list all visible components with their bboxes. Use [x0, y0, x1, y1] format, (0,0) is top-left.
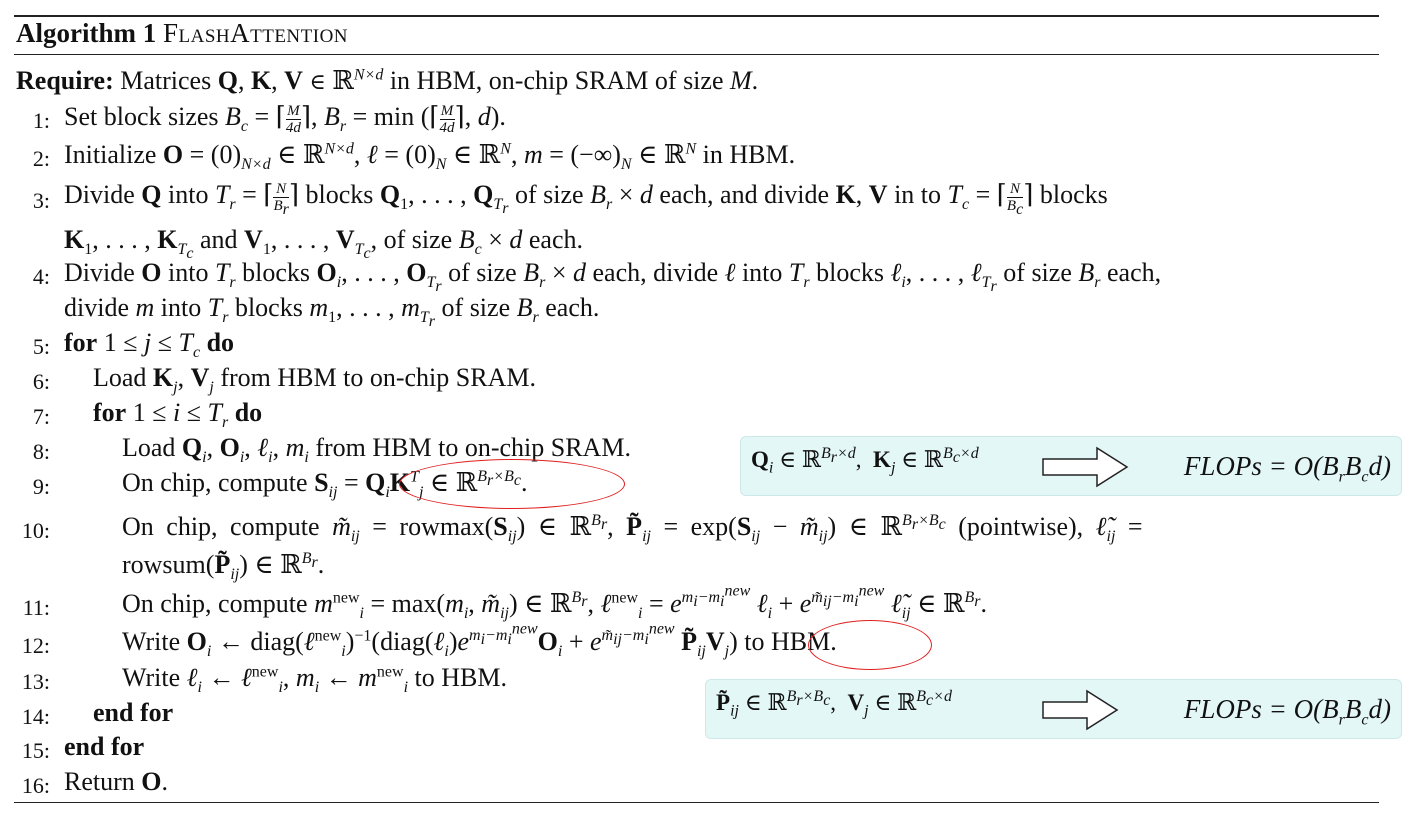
step-number: 4: — [32, 264, 50, 289]
right-arrow-icon — [1041, 445, 1131, 489]
step-number: 16: — [21, 773, 50, 798]
flops-callout-qk — [740, 436, 1402, 496]
flops-callout-pv — [705, 679, 1402, 739]
step-6: Load $K_j$, $V_j$ from HBM to on-chip SRAM. — [93, 363, 536, 397]
bottom-rule — [14, 802, 1379, 803]
step-number: 14: — [21, 704, 50, 729]
callout-lhs: $Q_i$ ∈ ℝ$^{B_r\times d}$, $K_j$ ∈ ℝ$^{B_c\times d}$ — [751, 445, 979, 477]
highlight-ellipse-pv — [808, 620, 932, 670]
step-5: for $1 \le j \le T_c$ do — [64, 328, 235, 362]
require-line: Require: Matrices Q, K, V ∈ ℝ$^{N\times d}$ in HBM, on-chip SRAM of size M. — [16, 66, 759, 95]
step-8: Load $Q_i$, $O_i$, ℓ$_i$, $m_i$ from HBM to on-chip SRAM. — [122, 433, 631, 467]
step-number: 9: — [32, 474, 50, 499]
step-number: 15: — [21, 738, 50, 763]
step-1: Set block sizes $B_c$ = ⌈ $\frac{M}{4d}$ ⌉, $B_r = \min$ (⌈ $\frac{M}{4d}$ ⌉, d). — [64, 102, 506, 136]
callout-flops: FLOPs = $O(B_rB_cd)$ — [1183, 694, 1391, 729]
step-number: 3: — [32, 188, 50, 213]
step-number: 13: — [21, 669, 50, 694]
step-10a: On chip, compute $m̃_{ij} = rowmax(S_{ij})$ ∈ ℝ$^{B_r}$, $P̃_{ij} = \exp(S_{ij}$ − $m̃_{ij}$) ∈ ℝ$^{B_r\times B_c}$ (pointwise), $\ell̃_{ij}$ = — [122, 512, 1143, 546]
step-9: On chip, compute $S_{ij} = Q_iK^T_j$ ∈ ℝ$^{B_r\times B_c}$. — [122, 468, 528, 502]
step-number: 7: — [32, 404, 50, 429]
right-arrow-icon — [1041, 688, 1131, 732]
require-label: Require: — [16, 66, 114, 95]
callout-flops: FLOPs = $O(B_rB_cd)$ — [1183, 451, 1391, 486]
step-number: 11: — [22, 595, 50, 620]
algorithm-name: FlashAttention — [162, 18, 349, 48]
top-rule — [14, 15, 1379, 17]
step-number: 10: — [21, 518, 50, 543]
step-2: Initialize $O = (0)_{N\times d}$ ∈ ℝ$^{N\times d}$, ℓ = $(0)_N$ ∈ ℝ$^N$, $m = (-\infty)_N$ ∈ ℝ$^N$ in HBM. — [64, 140, 796, 174]
step-number: 5: — [32, 334, 50, 359]
step-3b: $K_1$, . . . , $K_{T_c}$ and $V_1$, . . . , $V_{T_c}$, of size $B_c \times d$ each. — [64, 225, 583, 263]
step-number: 12: — [21, 633, 50, 658]
step-10b: $rowsum(P̃_{ij})$ ∈ ℝ$^{B_r}$. — [122, 550, 325, 584]
step-12: Write $O_i$ ← $diag(\ell^{new}_i)^{-1}(diag(\ell_i)e^{m_i-m_i^{new}}O_i + e^{m̃_{ij}-m_i^{new}}$ $P̃_{ij}V_j$) to HBM. — [122, 621, 837, 661]
step-14: end for — [93, 698, 174, 727]
title-rule — [14, 54, 1379, 55]
step-number: 8: — [32, 439, 50, 464]
callout-lhs: $P̃_{ij}$ ∈ ℝ$^{B_r\times B_c}$, $V_j$ ∈ ℝ$^{B_c\times d}$ — [716, 688, 952, 720]
step-number: 6: — [32, 369, 50, 394]
algorithm-title — [16, 18, 348, 49]
step-4a: Divide O into $T_r$ blocks $O_i$, . . . , $O_{T_r}$ of size $B_r \times d$ each, divide ℓ into $T_r$ blocks ℓ$_i$, . . . , ℓ$_{T_r}$ of size $B_r$ each, — [64, 258, 1162, 296]
step-3a: Divide Q into $T_r$ = ⌈ $\frac{N}{B_r}$ ⌉ blocks $Q_1$, . . . , $Q_{T_r}$ of size $B_r \times d$ each, and divide K, V in to $T_c$ = ⌈ $\frac{N}{B_c}$ ⌉ blocks — [64, 180, 1108, 218]
algorithm-label: Algorithm 1 — [16, 18, 157, 48]
step-15: end for — [64, 732, 145, 761]
step-7: for $1 \le i \le T_r$ do — [93, 398, 263, 432]
step-11: On chip, compute $m^{new}_i = \max(m_i$, $m̃_{ij}$) ∈ ℝ$^{B_r}$, ℓ$^{new}_i$ = $e^{m_i-m_i^{new}}$ ℓ$_i$ + $e^{m̃_{ij}-m_i^{new}}$ $\ell̃_{ij}$ ∈ ℝ$^{B_r}$. — [122, 583, 987, 623]
step-16: Return O. — [64, 767, 168, 796]
step-number: 1: — [32, 108, 50, 133]
step-number: 2: — [32, 146, 50, 171]
step-4b: divide m into $T_r$ blocks $m_1$, . . . , $m_{T_r}$ of size $B_r$ each. — [64, 293, 600, 331]
step-13: Write ℓ$_i$ ← ℓ$^{new}_i$, $m_i$ ← $m^{new}_i$ to HBM. — [122, 663, 507, 697]
highlight-ellipse-qk — [399, 459, 625, 509]
